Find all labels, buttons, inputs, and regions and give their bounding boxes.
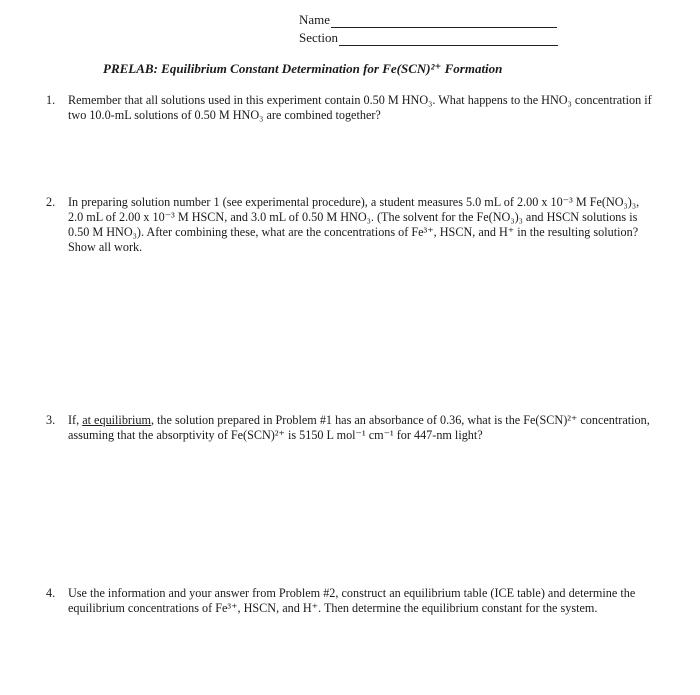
- emphasis-at-equilibrium: at equilibrium: [82, 413, 151, 427]
- question-number: 1.: [46, 93, 56, 107]
- question-number: 2.: [46, 195, 56, 209]
- question-text: In preparing solution number 1 (see experimental procedure), a student measures 5.0 mL of 2.00 x 10⁻³ M Fe(NO₃)₃, 2.0 mL of 2.00 x 10⁻³ M HSCN, and 3.0 mL of 0.50 M HNO₃. (The solvent for the Fe(NO₃)₃ and HSCN solutions is 0.50 M HNO₃). After combining these, what are the concentrations of Fe³⁺, HSCN, and H⁺ in the resulting solution? Show all work.: [68, 195, 640, 254]
- question-text: Remember that all solutions used in this experiment contain 0.50 M HNO₃. What happens to the HNO₃ concentration if two 10.0-mL solutions of 0.50 M HNO₃ are combined together?: [68, 93, 652, 122]
- section-blank-line[interactable]: [339, 44, 558, 46]
- question-text: Use the information and your answer from Problem #2, construct an equilibrium table (ICE table) and determine the equilibrium concentrations of Fe³⁺, HSCN, and H⁺. Then determine the equilibrium constant for the system.: [68, 586, 636, 615]
- question-text: If, at equilibrium, the solution prepared in Problem #1 has an absorbance of 0.36, what is the Fe(SCN)²⁺ concentration, assuming that the absorptivity of Fe(SCN)²⁺ is 5150 L mol⁻¹ cm⁻¹ for 447-nm light?: [68, 413, 650, 442]
- name-field[interactable]: [299, 12, 557, 28]
- question-3: [46, 413, 656, 443]
- section-field[interactable]: [299, 30, 558, 46]
- question-1: [46, 93, 656, 123]
- name-label: Name: [299, 12, 331, 27]
- question-4: [46, 586, 656, 616]
- question-number: 4.: [46, 586, 56, 600]
- prelab-title: PRELAB: Equilibrium Constant Determination for Fe(SCN)²⁺ Formation: [103, 61, 503, 76]
- name-blank-line[interactable]: [331, 26, 557, 28]
- section-label: Section: [299, 30, 338, 45]
- question-2: [46, 195, 656, 255]
- question-number: 3.: [46, 413, 56, 427]
